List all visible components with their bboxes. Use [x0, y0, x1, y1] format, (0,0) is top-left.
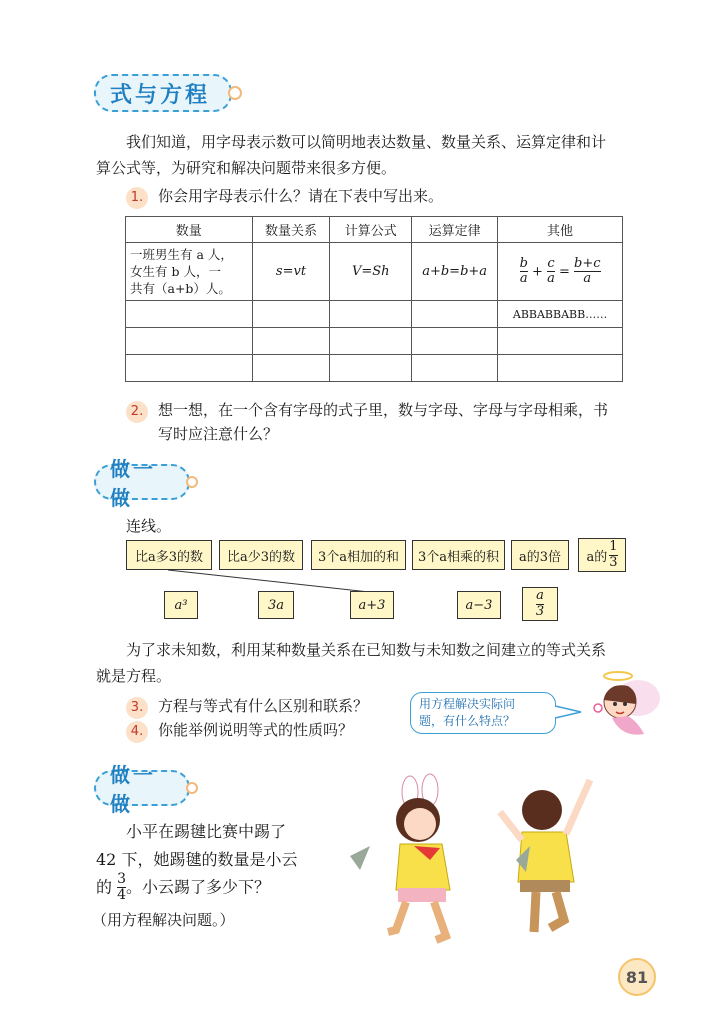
question-number: 3. [126, 697, 148, 719]
question-2-line-2: 写时应注意什么？ [158, 425, 279, 443]
denominator: 3 [535, 603, 545, 619]
intro-line-2: 算公式等，为研究和解决问题带来很多方便。 [96, 159, 397, 177]
problem-text: 的 [96, 877, 113, 897]
problem-line-4: （用方程解决问题。） [92, 911, 235, 929]
denominator: 4 [117, 887, 127, 904]
equation-definition-line-1: 为了求未知数，利用某种数量关系在已知数与未知数之间建立的等式关系 [126, 641, 607, 659]
activity-title: 做一做 [110, 457, 156, 510]
girls-shuttlecock-illustration-icon [330, 760, 620, 950]
match-source-box[interactable]: 比a多3的数 [126, 540, 212, 570]
match-source-box[interactable]: 3个a相加的和 [311, 540, 406, 570]
cell-text: 女生有 b 人，一 [130, 264, 221, 279]
table-header: 运算定律 [412, 217, 498, 243]
bubble-tail-icon [555, 702, 585, 722]
denominator: a [583, 271, 592, 286]
match-target-box[interactable]: a³ [164, 591, 198, 619]
table-cell-other: ABBABBABB…… [498, 301, 623, 328]
match-target-box[interactable]: a−3 [457, 591, 501, 619]
match-source-box[interactable]: 比a少3的数 [219, 540, 303, 570]
question-number: 2. [126, 401, 148, 423]
question-number: 1. [126, 187, 148, 209]
bubble-text: 用方程解决实际问 [419, 697, 516, 711]
problem-text: 。小云踢了多少下？ [126, 877, 271, 897]
banner-scroll-decoration [186, 782, 198, 794]
activity-banner [94, 763, 190, 816]
numerator: c [547, 255, 555, 271]
table-cell-formula: V=Sh [330, 243, 412, 301]
numerator: b [519, 255, 528, 271]
table-cell-relation: s=vt [252, 243, 330, 301]
intro-line-1: 我们知道，用字母表示数可以简明地表达数量、数量关系、运算定律和计 [126, 133, 607, 151]
question-number: 4. [126, 721, 148, 743]
question-4 [126, 716, 426, 744]
box-text: a的 [586, 549, 608, 565]
match-target-box[interactable] [522, 587, 558, 621]
match-target-box[interactable]: 3a [258, 591, 294, 619]
fraction [117, 872, 126, 904]
match-target-box[interactable]: a+3 [350, 591, 394, 619]
table-header: 计算公式 [330, 217, 412, 243]
table-header: 其他 [498, 217, 623, 243]
match-source-box[interactable]: a的3倍 [511, 540, 569, 570]
problem-line-2: 42 下，她踢毽的数量是小云 [96, 850, 298, 869]
table-header: 数量 [126, 217, 253, 243]
angel-character-icon [588, 668, 664, 744]
operator: + [532, 264, 543, 279]
numerator: a [536, 588, 544, 604]
cell-text: 一班男生有 a 人， [130, 247, 233, 262]
fraction [536, 589, 544, 619]
denominator: a [519, 271, 528, 286]
cell-text: 共有（a+b）人。 [130, 281, 231, 296]
numerator: 1 [609, 539, 618, 555]
activity-instruction: 连线。 [126, 517, 172, 535]
problem-line-3 [96, 872, 336, 904]
denominator: 3 [609, 554, 618, 570]
speech-bubble [410, 692, 556, 734]
bubble-text: 题，有什么特点？ [419, 714, 516, 728]
table-cell-law: a+b=b+a [412, 243, 498, 301]
equation-definition-line-2: 就是方程。 [96, 667, 172, 685]
table-header: 数量关系 [252, 217, 330, 243]
numerator: 3 [117, 871, 127, 887]
page-number: 81 [618, 958, 656, 996]
match-source-box[interactable]: 3个a相乘的积 [412, 540, 505, 570]
section-title: 式与方程 [110, 82, 211, 108]
denominator: a [547, 271, 555, 286]
activity-title: 做一做 [110, 763, 156, 816]
question-text: 想一想，在一个含有字母的式子里，数与字母、字母与字母相乘，书 [158, 401, 609, 419]
question-text: 你会用字母表示什么？请在下表中写出来。 [158, 187, 444, 205]
numerator: b+c [574, 255, 601, 271]
operator: = [558, 264, 570, 279]
problem-line-1: 小平在踢毽比赛中踢了 [126, 822, 287, 841]
question-text: 你能举例说明等式的性质吗？ [158, 721, 354, 739]
question-text: 方程与等式有什么区别和联系？ [158, 697, 369, 715]
